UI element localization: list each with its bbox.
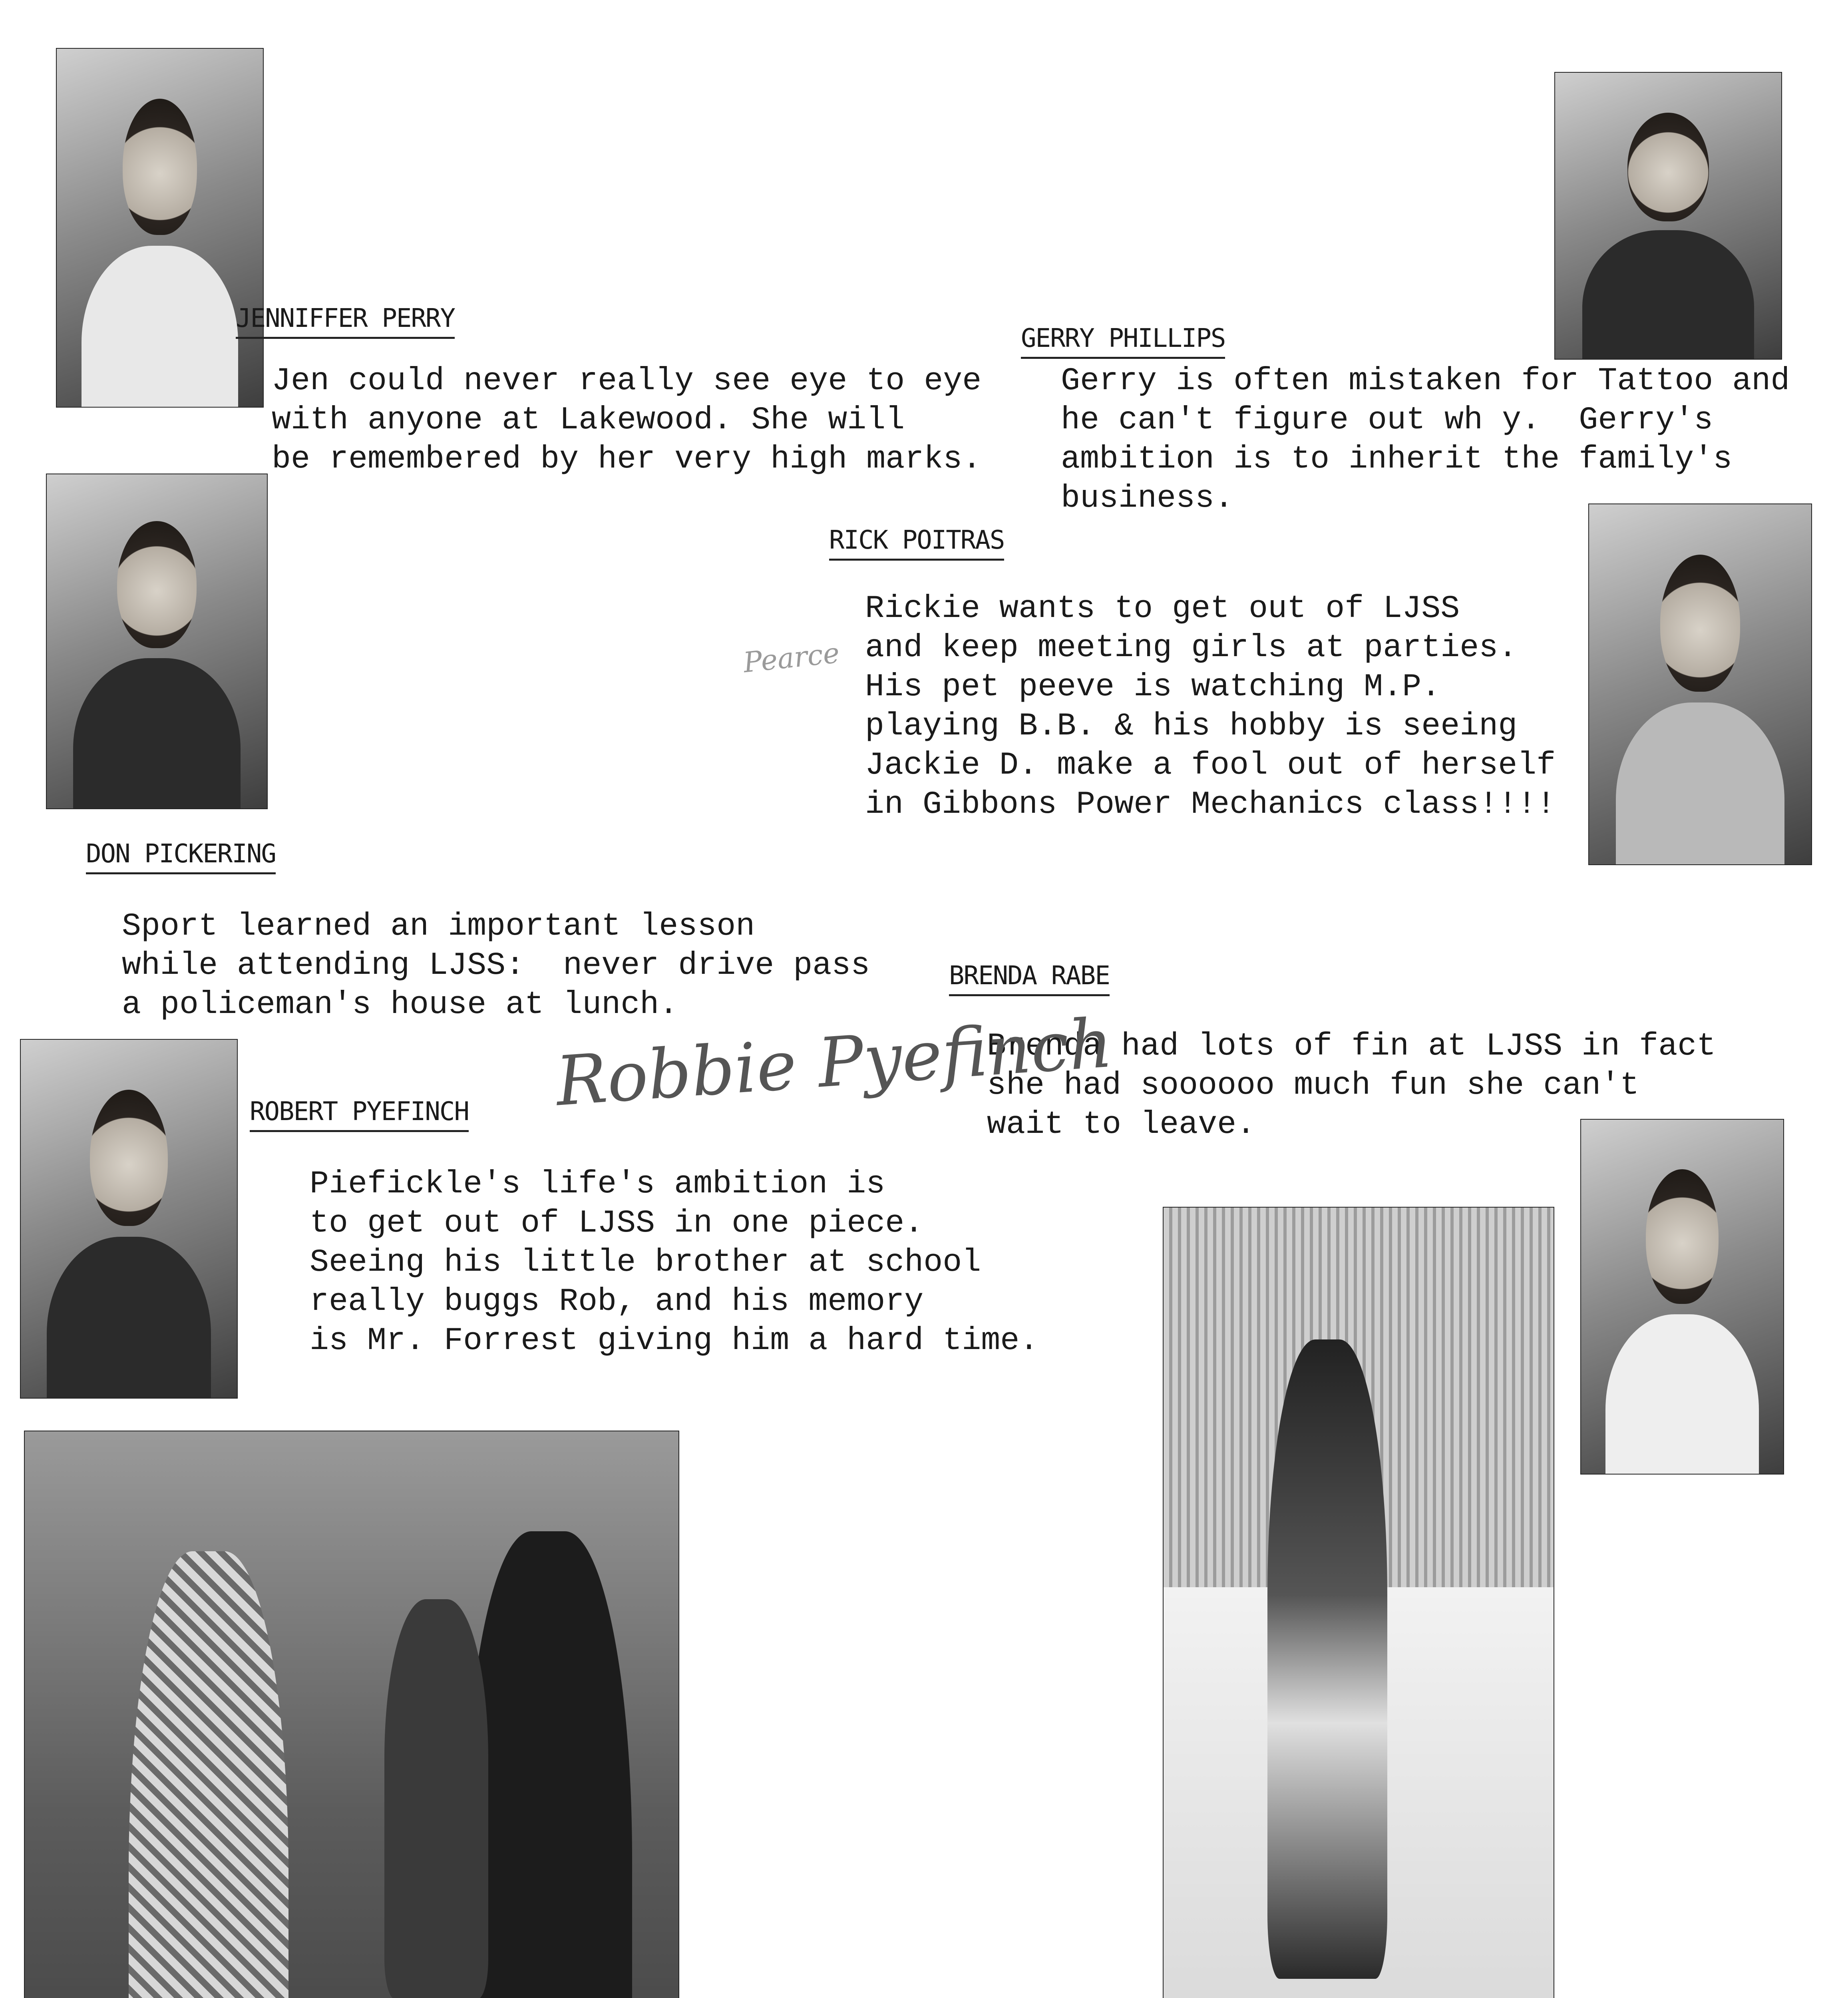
student-name-brenda-rabe: BRENDA RABE xyxy=(949,963,1110,996)
candid-photo-hallway xyxy=(24,1431,679,1998)
student-bio-jenniffer-perry: Jen could never really see eye to eye with anyone at Lakewood. She will be remembered by her very high marks. xyxy=(272,363,982,478)
student-name-don-pickering: DON PICKERING xyxy=(86,841,276,874)
student-name-rick-poitras: RICK POITRAS xyxy=(829,527,1004,561)
student-name-jenniffer-perry: JENNIFFER PERRY xyxy=(236,306,455,339)
student-bio-rick-poitras: Rickie wants to get out of LJSS and keep meeting girls at parties. His pet peeve is watching M.P. playing B.B. & his hobby is seeing Jackie D. make a fool out of herself in Gibbons Power Mechanics class!!!! xyxy=(865,591,1556,823)
handwritten-signature: Robbie Pyefinch xyxy=(553,1003,1115,1122)
portrait-don-pickering xyxy=(46,474,268,809)
portrait-jenniffer-perry xyxy=(56,48,264,408)
student-name-robert-pyefinch: ROBERT PYEFINCH xyxy=(250,1099,469,1132)
student-bio-robert-pyefinch: Piefickle's life's ambition is to get out of LJSS in one piece. Seeing his little brother at school really buggs Rob, and his memory is Mr. Forrest giving him a hard time. xyxy=(310,1166,1039,1359)
student-bio-don-pickering: Sport learned an important lesson while attending LJSS: never drive pass a policeman's house at lunch. xyxy=(122,908,870,1023)
student-bio-brenda-rabe: Brenda had lots of fin at LJSS in fact she had soooooo much fun she can't wait to leave. xyxy=(987,1028,1716,1143)
student-bio-gerry-phillips: Gerry is often mistaken for Tattoo and he can't figure out wh y. Gerry's ambition is to inherit the family's business. xyxy=(1061,363,1790,517)
student-name-gerry-phillips: GERRY PHILLIPS xyxy=(1021,326,1225,359)
portrait-robert-pyefinch xyxy=(20,1039,238,1399)
portrait-rick-poitras xyxy=(1588,503,1812,865)
candid-photo-gym xyxy=(1163,1207,1554,1998)
handwritten-note-pearce: Pearce xyxy=(742,636,841,679)
portrait-gerry-phillips xyxy=(1554,72,1782,360)
portrait-brenda-rabe xyxy=(1580,1119,1784,1475)
